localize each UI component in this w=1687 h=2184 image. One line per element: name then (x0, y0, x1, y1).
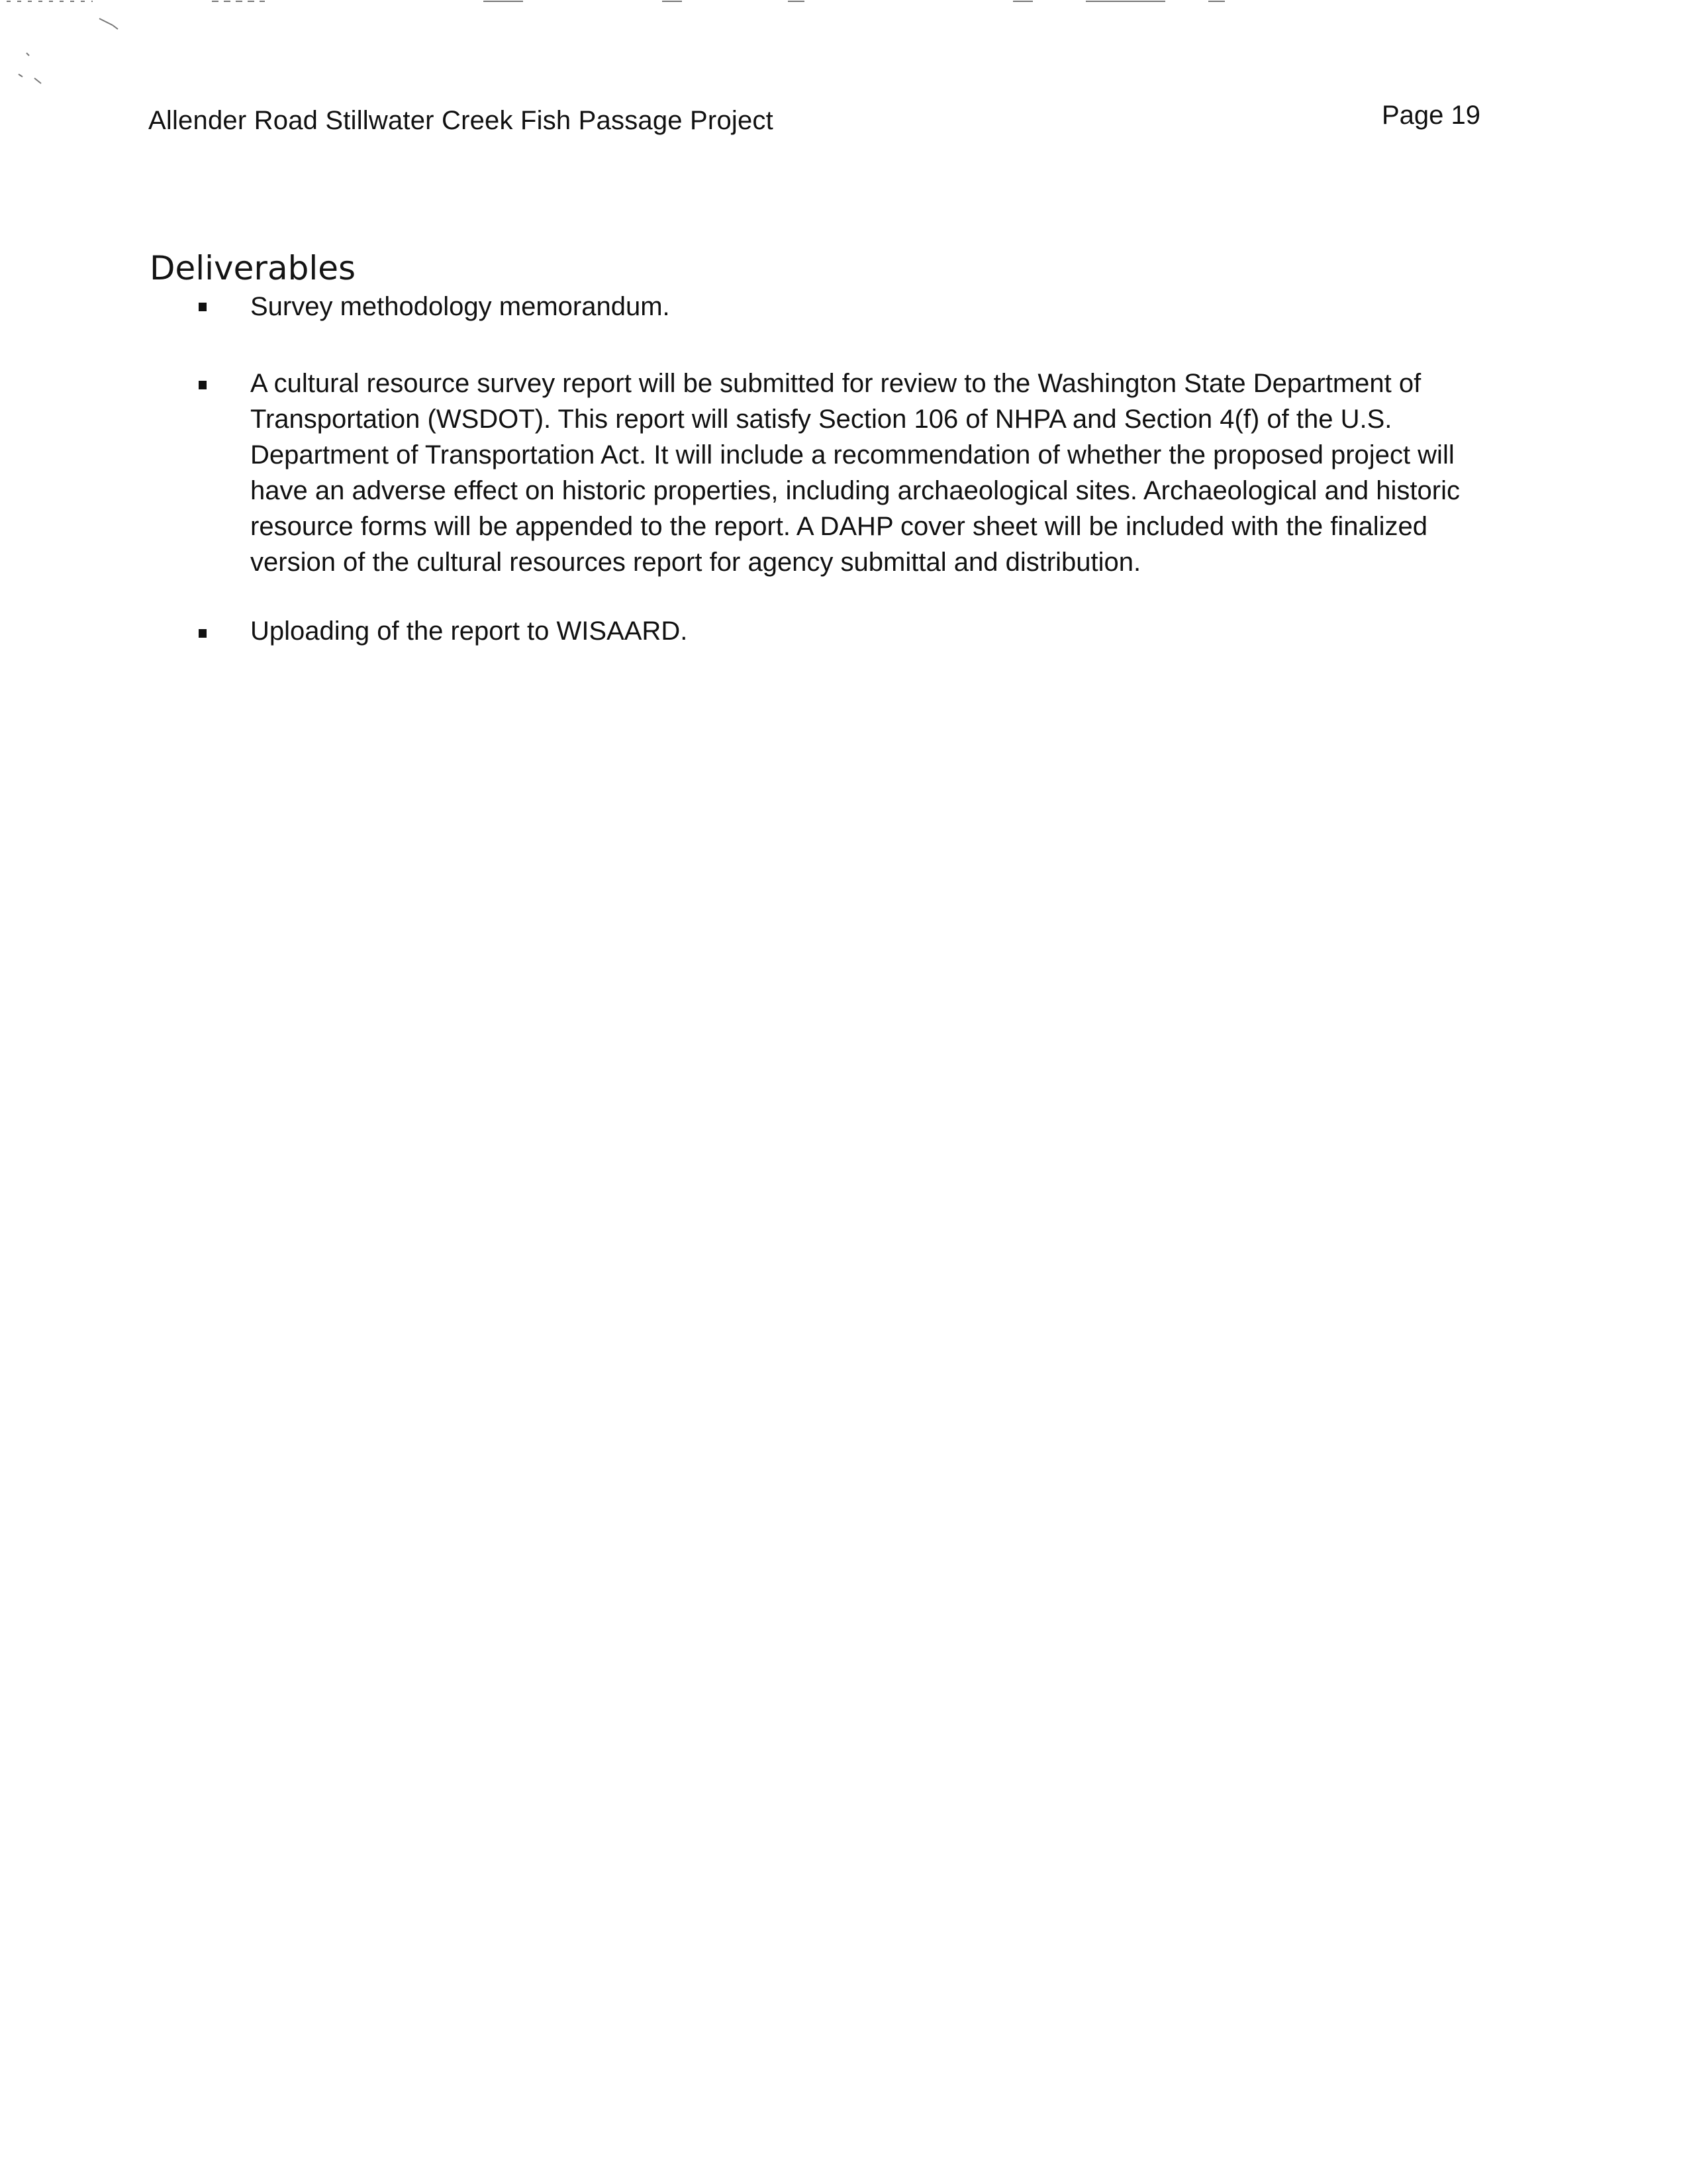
text-line: have an adverse effect on historic properties, including archaeological sites. Archaeological and historic (250, 476, 1460, 505)
page-number: Page 19 (1381, 101, 1480, 130)
text-line: Transportation (WSDOT). This report will satisfy Section 106 of NHPA and Section 4(f) of the U.S. (250, 405, 1392, 434)
list-item-text (250, 613, 1508, 649)
text-line: resource forms will be appended to the report. A DAHP cover sheet will be included with the finalized (250, 512, 1428, 541)
bullet-square-icon (199, 303, 207, 311)
text-line: Uploading of the report to WISAARD. (250, 617, 688, 646)
text-line: Survey methodology memorandum. (250, 292, 670, 321)
bullet-square-icon (199, 381, 207, 389)
text-line: version of the cultural resources report for agency submittal and distribution. (250, 548, 1141, 577)
section-heading-deliverables: Deliverables (150, 249, 356, 287)
text-line: Department of Transportation Act. It will include a recommendation of whether the proposed project will (250, 440, 1455, 470)
bullet-square-icon (199, 629, 207, 638)
list-item-text (250, 289, 1508, 324)
document-header-title: Allender Road Stillwater Creek Fish Passage Project (148, 106, 773, 135)
list-item-text (250, 366, 1508, 580)
scan-artifacts (0, 0, 1687, 93)
text-line: A cultural resource survey report will be submitted for review to the Washington State Department of (250, 369, 1422, 398)
